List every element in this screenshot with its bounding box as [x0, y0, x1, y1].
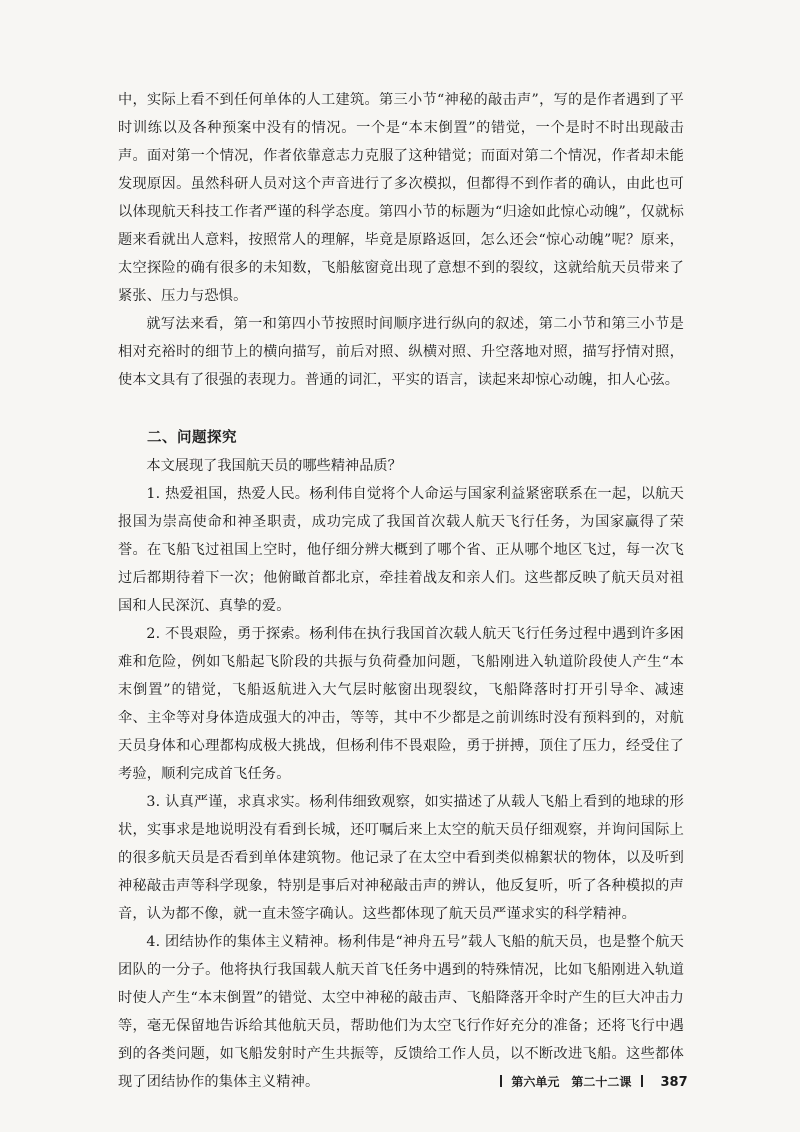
page-footer [500, 1072, 700, 1092]
answer-point-3: 3. 认真严谨，求真求实。杨利伟细致观察，如实描述了从载人飞船上看到的地球的形状，实事求是地说明没有看到长城，还叮嘱后来上太空的航天员仔细观察，并询问国际上的很多航天员是否看到单体建筑物。他记录了在太空中看到类似棉絮状的物体，以及听到神秘敲击声等科学现象，特别是事后对神秘敲击声的辨认，他反复听，听了各种模拟的声音，认为都不像，就一直未签字确认。这些都体现了航天员严谨求实的科学精神。 [118, 794, 684, 922]
answer-point-1: 1. 热爱祖国，热爱人民。杨利伟自觉将个人命运与国家利益紧密联系在一起，以航天报国为崇高使命和神圣职责，成功完成了我国首次载人航天飞行任务，为国家赢得了荣誉。在飞船飞过祖国上空时，他仔细分辨大概到了哪个省、正从哪个地区飞过，每一次飞过后都期待着下一次；他俯瞰首都北京，牵挂着战友和亲人们。这些都反映了航天员对祖国和人民深沉、真挚的爱。 [118, 486, 684, 614]
question-prompt: 本文展现了我国航天员的哪些精神品质？ [146, 458, 402, 474]
footer-divider-left [500, 1075, 502, 1087]
footer-divider-right [641, 1075, 643, 1087]
page-number: 387 [660, 1075, 688, 1090]
paragraph-analysis-continued: 中，实际上看不到任何单体的人工建筑。第三小节“神秘的敲击声”，写的是作者遇到了平时训练以及各种预案中没有的情况。一个是“本末倒置”的错觉，一个是时不时出现敲击声。面对第一个情况，作者依靠意志力克服了这种错觉；而面对第二个情况，作者却未能发现原因。虽然科研人员对这个声音进行了多次模拟，但都得不到作者的确认，由此也可以体现航天科技工作者严谨的科学态度。第四小节的标题为“归途如此惊心动魄”，仅就标题来看就出人意料，按照常人的理解，毕竟是原路返回，怎么还会“惊心动魄”呢？原来，太空探险的确有很多的未知数，飞船舷窗竟出现了意想不到的裂纹，这就给航天员带来了紧张、压力与恐惧。 [118, 92, 684, 304]
answer-point-2: 2. 不畏艰险，勇于探索。杨利伟在执行我国首次载人航天飞行任务过程中遇到许多困难和危险，例如飞船起飞阶段的共振与负荷叠加问题，飞船刚进入轨道阶段使人产生“本末倒置”的错觉，飞船返航进入大气层时舷窗出现裂纹，飞船降落时打开引导伞、减速伞、主伞等对身体造成强大的冲击，等等，其中不少都是之前训练时没有预料到的，对航天员身体和心理都构成极大挑战，但杨利伟不畏艰险，勇于拼搏，顶住了压力，经受住了考验，顺利完成首飞任务。 [118, 626, 684, 782]
paragraph-writing-technique: 就写法来看，第一和第四小节按照时间顺序进行纵向的叙述，第二小节和第三小节是相对充裕时的细节上的横向描写，前后对照、纵横对照、升空落地对照，描写抒情对照，使本文具有了很强的表现力。普通的词汇，平实的语言，读起来却惊心动魄，扣人心弦。 [118, 316, 684, 388]
page-content [118, 86, 684, 1096]
section-heading: 二、问题探究 [147, 430, 237, 446]
footer-unit-lesson: 第六单元 第二十二课 [511, 1075, 632, 1089]
answer-point-4: 4. 团结协作的集体主义精神。杨利伟是“神舟五号”载人飞船的航天员，也是整个航天团队的一分子。他将执行我国载人航天首飞任务中遇到的特殊情况，比如飞船刚进入轨道时使人产生“本末倒置”的错觉、太空中神秘的敲击声、飞船降落开伞时产生的巨大冲击力等，毫无保留地告诉给其他航天员，帮助他们为太空飞行作好充分的准备；还将飞行中遇到的各类问题，如飞船发射时产生共振等，反馈给工作人员，以不断改进飞船。这些都体现了团结协作的集体主义精神。 [118, 934, 684, 1090]
